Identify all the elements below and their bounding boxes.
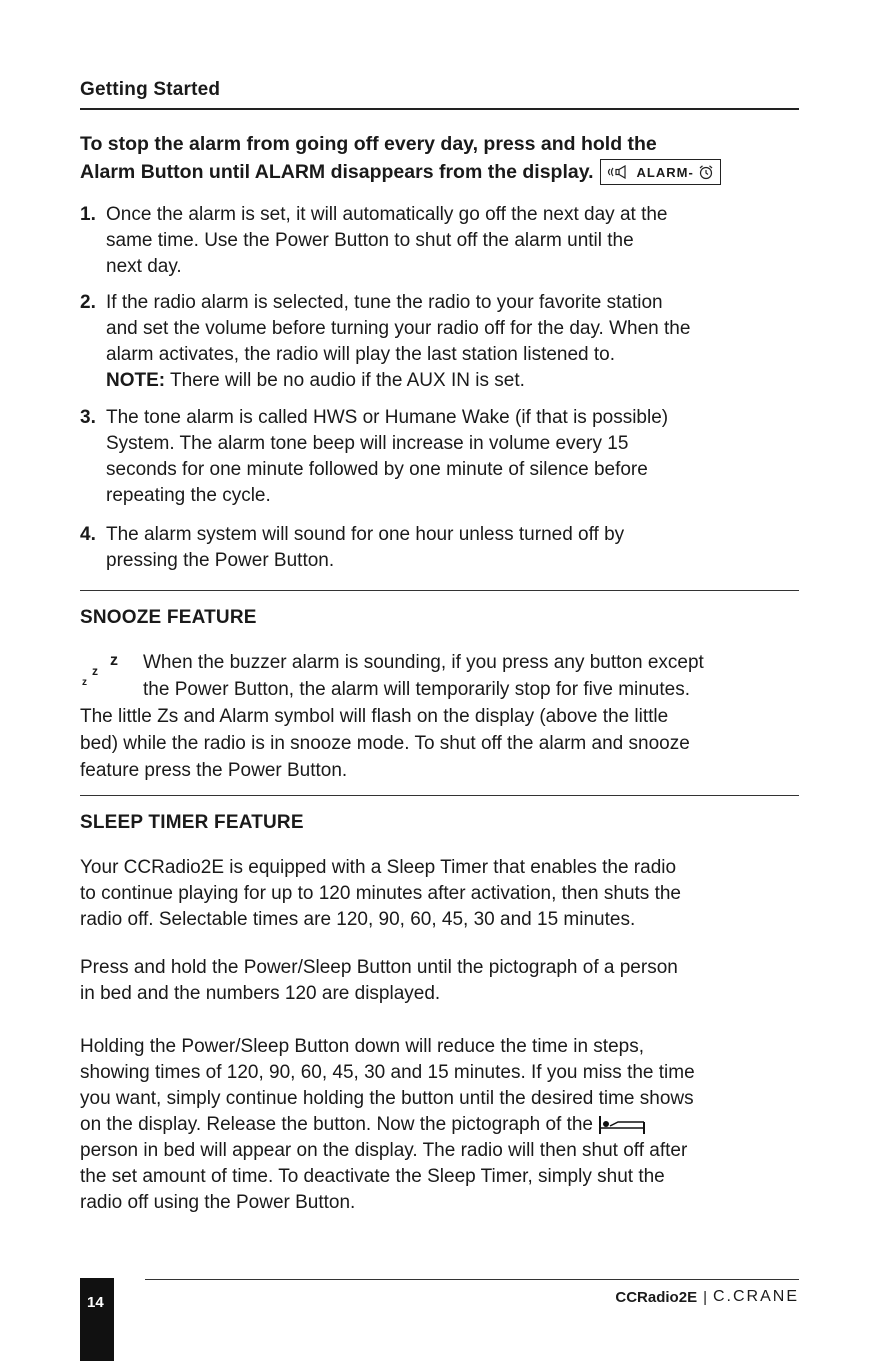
snooze-line-4: bed) while the radio is in snooze mode. To shut off the alarm and snooze bbox=[80, 733, 690, 754]
speaker-icon bbox=[607, 165, 633, 179]
sleep-title: SLEEP TIMER FEATURE bbox=[80, 812, 304, 833]
paragraph-line: Press and hold the Power/Sleep Button until the pictograph of a person bbox=[80, 957, 678, 978]
section-divider bbox=[80, 795, 799, 796]
paragraph-line: Holding the Power/Sleep Button down will reduce the time in steps, bbox=[80, 1036, 644, 1057]
alarm-lcd-label: ALARM- bbox=[636, 164, 694, 180]
step-4 bbox=[80, 522, 800, 574]
paragraph-line: to continue playing for up to 120 minutes after activation, then shuts the bbox=[80, 883, 681, 904]
note-label: NOTE: bbox=[106, 370, 166, 391]
snooze-line-1: When the buzzer alarm is sounding, if you press any button except bbox=[143, 652, 704, 673]
section-divider bbox=[80, 590, 799, 591]
snooze-z-mid: z bbox=[92, 664, 98, 678]
step-note bbox=[106, 368, 800, 394]
step-line: System. The alarm tone beep will increase in volume every 15 bbox=[106, 433, 629, 454]
footer-separator: | bbox=[703, 1288, 707, 1306]
brand-logo: C.CRANE bbox=[712, 1288, 799, 1305]
step-line: The alarm system will sound for one hour unless turned off by bbox=[106, 524, 625, 545]
snooze-z-large: z bbox=[110, 652, 118, 669]
step-line: alarm activates, the radio will play the last station listened to. bbox=[106, 344, 616, 365]
step-number: 2. bbox=[80, 292, 96, 313]
footer-rule bbox=[145, 1279, 799, 1280]
paragraph-line: person in bed will appear on the display. The radio will then shut off after bbox=[80, 1140, 688, 1161]
sleep-paragraph-1 bbox=[80, 855, 802, 933]
step-number: 1. bbox=[80, 204, 96, 225]
snooze-z-small: z bbox=[82, 677, 87, 688]
footer-brand bbox=[615, 1288, 799, 1306]
step-line: seconds for one minute followed by one minute of silence before bbox=[106, 459, 648, 480]
alarm-clock-icon bbox=[698, 164, 714, 180]
sleep-paragraph-3 bbox=[80, 1034, 802, 1216]
alarm-lcd-indicator bbox=[600, 159, 721, 185]
step-line: Once the alarm is set, it will automatically go off the next day at the bbox=[106, 204, 668, 225]
step-number: 4. bbox=[80, 524, 96, 545]
step-line: If the radio alarm is selected, tune the radio to your favorite station bbox=[106, 292, 663, 313]
paragraph-line: the set amount of time. To deactivate the Sleep Timer, simply shut the bbox=[80, 1166, 665, 1187]
step-line: next day. bbox=[106, 256, 182, 277]
snooze-line-3: The little Zs and Alarm symbol will flash on the display (above the little bbox=[80, 706, 669, 727]
paragraph-line: Your CCRadio2E is equipped with a Sleep Timer that enables the radio bbox=[80, 857, 677, 878]
paragraph-line: radio off using the Power Button. bbox=[80, 1192, 356, 1213]
paragraph-line: on the display. Release the button. Now the pictograph of the bbox=[80, 1114, 593, 1135]
intro-line-2-row bbox=[80, 159, 721, 185]
step-line: same time. Use the Power Button to shut off the alarm until the bbox=[106, 230, 634, 251]
paragraph-line: radio off. Selectable times are 120, 90, 60, 45, 30 and 15 minutes. bbox=[80, 909, 636, 930]
product-name: CCRadio2E bbox=[615, 1288, 698, 1306]
step-line: The tone alarm is called HWS or Humane Wake (if that is possible) bbox=[106, 407, 669, 428]
step-3 bbox=[80, 405, 800, 509]
step-line: repeating the cycle. bbox=[106, 485, 271, 506]
step-2 bbox=[80, 290, 800, 394]
page-heading: Getting Started bbox=[80, 79, 221, 100]
page-number: 14 bbox=[87, 1294, 104, 1311]
paragraph-line-with-icon bbox=[80, 1112, 802, 1138]
step-number: 3. bbox=[80, 407, 96, 428]
page-number-tab bbox=[80, 1278, 114, 1361]
heading-rule bbox=[80, 108, 799, 110]
step-line: pressing the Power Button. bbox=[106, 550, 335, 571]
step-1 bbox=[80, 202, 800, 280]
bed-pictograph-icon bbox=[598, 1114, 646, 1136]
paragraph-line: in bed and the numbers 120 are displayed. bbox=[80, 983, 441, 1004]
intro-line-1: To stop the alarm from going off every day, press and hold the bbox=[80, 133, 657, 155]
sleep-paragraph-2 bbox=[80, 955, 802, 1007]
snooze-line-5: feature press the Power Button. bbox=[80, 760, 348, 781]
step-line: and set the volume before turning your radio off for the day. When the bbox=[106, 318, 691, 339]
snooze-line-2: the Power Button, the alarm will temporarily stop for five minutes. bbox=[143, 679, 691, 700]
note-text: There will be no audio if the AUX IN is set. bbox=[165, 370, 525, 391]
paragraph-line: you want, simply continue holding the button until the desired time shows bbox=[80, 1088, 694, 1109]
snooze-title: SNOOZE FEATURE bbox=[80, 607, 257, 628]
paragraph-line: showing times of 120, 90, 60, 45, 30 and 15 minutes. If you miss the time bbox=[80, 1062, 695, 1083]
intro-line-2: Alarm Button until ALARM disappears from the display. bbox=[80, 160, 594, 183]
